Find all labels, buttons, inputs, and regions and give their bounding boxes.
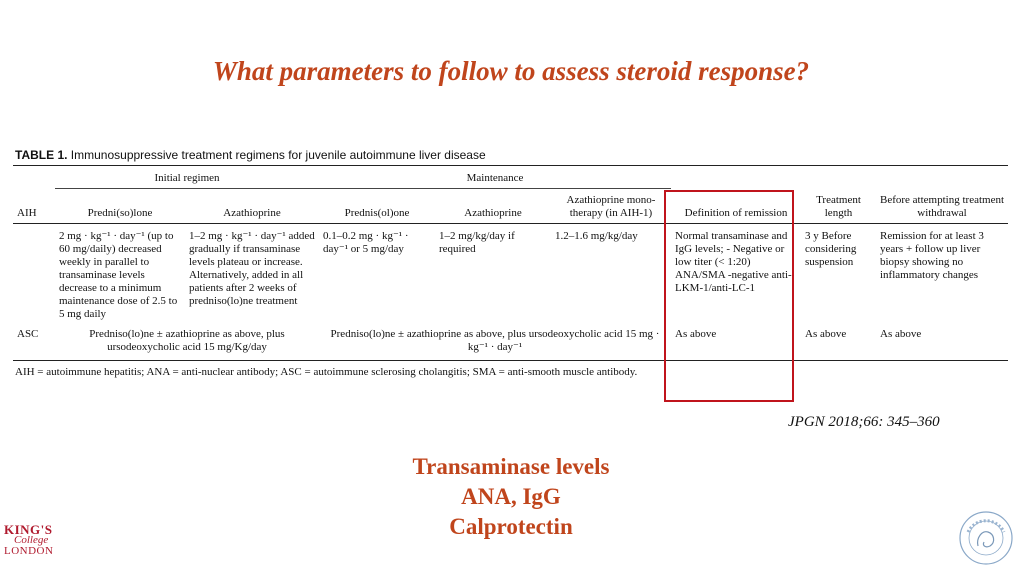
- kings-college-logo: [4, 524, 66, 557]
- col-header-maint-azathioprine: Azathioprine: [435, 189, 551, 224]
- parameter-transaminase: Transaminase levels: [412, 454, 610, 479]
- slide-title: What parameters to follow to assess steroid response?: [212, 56, 810, 86]
- col-header-maint-prednisolone: Prednis(ol)one: [319, 189, 435, 224]
- cell-aih-monotherapy: 1.2–1.6 mg/kg/day: [555, 230, 638, 242]
- table-caption-text: Immunosuppressive treatment regimens for juvenile autoimmune liver disease: [70, 148, 486, 162]
- cell-asc-maintenance: Predniso(lo)ne ± azathioprine as above, plus ursodeoxycholic acid 15 mg · kg⁻¹ · day⁻¹: [319, 325, 671, 361]
- table-caption-label: TABLE 1.: [15, 148, 68, 162]
- group-header-initial: Initial regimen: [55, 166, 319, 189]
- col-header-withdrawal: Before attempting treatment withdrawal: [876, 189, 1008, 224]
- col-header-aza-monotherapy: Azathioprine mono-therapy (in AIH-1): [551, 189, 671, 224]
- cell-asc-withdrawal: As above: [876, 325, 1008, 361]
- cell-aih-withdrawal: Remission for at least 3 years + follow up liver biopsy showing no inflammatory changes: [880, 230, 984, 281]
- table-caption: [13, 148, 1008, 166]
- cell-asc-length: As above: [801, 325, 876, 361]
- table-header-row: [13, 189, 1008, 224]
- kings-logo-line1: KING'S: [4, 522, 53, 537]
- col-header-initial-azathioprine: Azathioprine: [185, 189, 319, 224]
- kings-logo-line2: College: [14, 534, 49, 546]
- citation: JPGN 2018;66: 345–360: [788, 414, 940, 430]
- table-row-asc: [13, 325, 1008, 361]
- col-header-initial-prednisolone: Predni(so)lone: [55, 189, 185, 224]
- col-header-treatment-length: Treatment length: [801, 189, 876, 224]
- cell-aih-remission: Normal transaminase and IgG levels; - Negative or low titer (< 1:20) ANA/SMA -negative anti-LKM-1/anti-LC-1: [675, 230, 792, 294]
- col-header-aih: AIH: [13, 189, 55, 224]
- mowat-labs-seal-icon: [958, 510, 1014, 566]
- group-header-maintenance: Maintenance: [319, 166, 671, 189]
- parameter-calprotectin: Calprotectin: [449, 514, 573, 539]
- col-header-remission: Definition of remission: [671, 189, 801, 224]
- cell-aih-init-prednisolone: 2 mg · kg⁻¹ · day⁻¹ (up to 60 mg/daily) decreased weekly in parallel to transaminase levels decrease to a minimum maintenance dose of 2.5 to 5 mg daily: [59, 230, 178, 320]
- parameter-ana-igg: ANA, IgG: [461, 484, 561, 509]
- cell-aih-maint-prednisolone: 0.1–0.2 mg · kg⁻¹ · day⁻¹ or 5 mg/day: [323, 230, 409, 255]
- cell-aih-maint-azathioprine: 1–2 mg/kg/day if required: [439, 230, 515, 255]
- key-parameters: [0, 452, 1022, 542]
- cell-aih-length: 3 y Before considering suspension: [805, 230, 857, 268]
- cell-asc-label: ASC: [13, 325, 55, 361]
- treatment-table: [13, 148, 1008, 378]
- table-group-header-row: [13, 166, 1008, 189]
- cell-asc-remission: As above: [671, 325, 801, 361]
- table-row-aih: [13, 224, 1008, 326]
- table-footnote: AIH = autoimmune hepatitis; ANA = anti-nuclear antibody; ASC = autoimmune sclerosing cholangitis; SMA = anti-smooth muscle antibody.: [15, 366, 638, 378]
- cell-asc-initial: Predniso(lo)ne ± azathioprine as above, plus ursodeoxycholic acid 15 mg/Kg/day: [55, 325, 319, 361]
- cell-aih-init-azathioprine: 1–2 mg · kg⁻¹ · day⁻¹ added gradually if transaminase levels plateau or increase. Alternatively, added in all patients after 2 weeks of predniso(lo)ne treatment: [189, 230, 315, 307]
- kings-logo-line3: LONDON: [4, 545, 54, 557]
